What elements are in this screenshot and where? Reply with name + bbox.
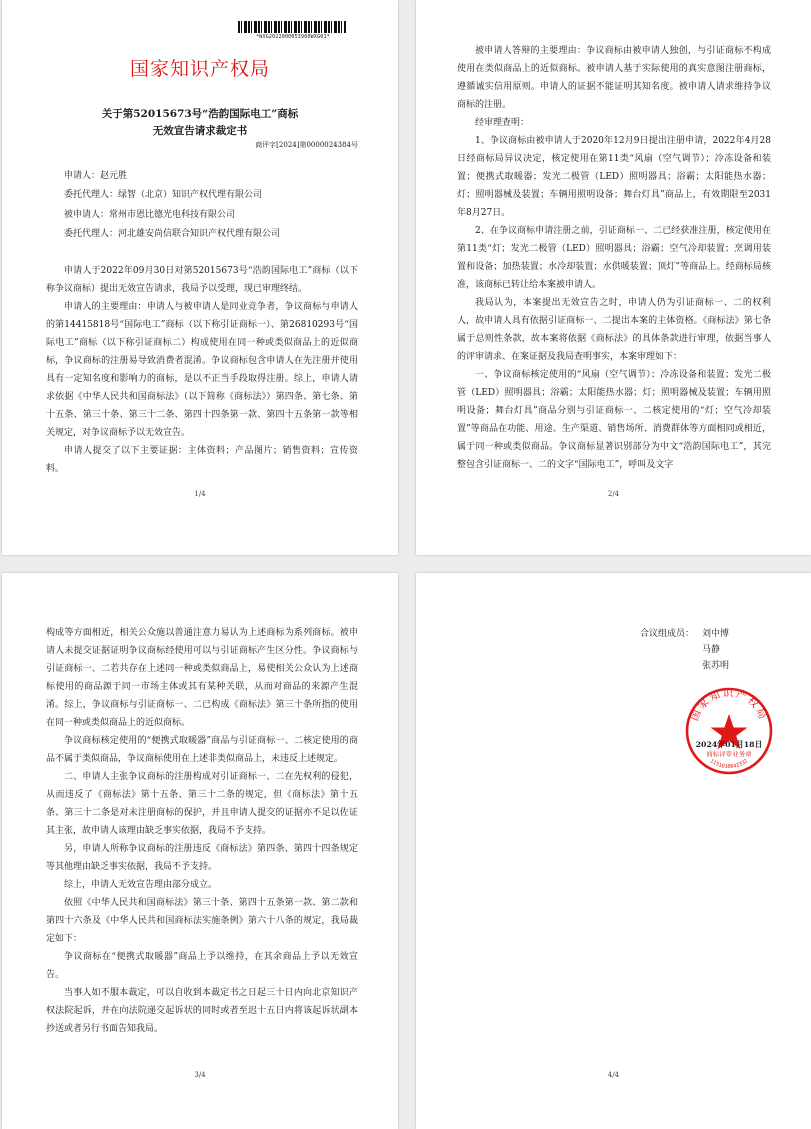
page-3-body	[46, 624, 358, 1038]
page-number: 4/4	[607, 1071, 620, 1079]
paragraph: 争议商标在“便携式取暖器”商品上予以维持，在其余商品上予以无效宣告。	[46, 952, 358, 980]
page-1-body	[46, 262, 358, 478]
party-respondent-agent: 委托代理人：河北雄安尚信联合知识产权代理有限公司	[64, 229, 281, 239]
document-number: 商评字[2024]第0000024384号	[255, 141, 358, 149]
panel-member: 刘中博	[702, 629, 730, 639]
svg-text:国家知识产权局: 国家知识产权局	[688, 687, 770, 723]
panel-member: 马静	[702, 645, 721, 655]
document-page-1	[2, 0, 398, 555]
panel-member: 张苏明	[702, 661, 730, 671]
paragraph: 2、在争议商标申请注册之前，引证商标一、二已经获准注册，核定使用在第11类“灯；发光二极管（LED）照明器具；浴霸；空气冷却装置；烹调用装置和设备；加热装置；水冷却装置；水供暖装置；顶灯”等商品上。经商标局核准，该商标已转让给本案被申请人。	[457, 226, 771, 290]
issuing-organization: 国家知识产权局	[129, 58, 270, 80]
barcode	[238, 21, 346, 33]
party-applicant: 申请人：赵元胜	[64, 171, 128, 181]
paragraph: 争议商标核定使用的“便携式取暖器”商品与引证商标一、二核定使用的商品不属于类似商品，争议商标使用在上述非类似商品上，未违反上述规定。	[46, 736, 358, 764]
barcode-text: *WXG2022000053960WXG01*	[256, 34, 330, 40]
paragraph: 另，申请人所称争议商标的注册违反《商标法》第四条、第四十四条规定等其他理由缺乏事实依据，我局不予支持。	[46, 844, 358, 872]
page-number: 2/4	[607, 490, 620, 498]
paragraph: 构成等方面相近，相关公众施以普通注意力易认为上述商标为系列商标。被申请人未提交证据证明争议商标经使用可以与引证商标产生区分性。争议商标与引证商标一、二若共存在上述同一种或类似商品上，易使相关公众认为上述商标使用的商品源于同一市场主体或其有某种关联，从而对商品的来源产生混淆。综上，争议商标与引证商标一、二已构成《商标法》第三十条所指的使用在同一种或类似商品上的近似商标。	[46, 628, 358, 728]
svg-text:商标评审业务章: 商标评审业务章	[706, 750, 752, 758]
svg-text:1151010042332: 1151010042332	[708, 758, 750, 771]
document-page-4	[416, 573, 811, 1129]
document-title-line-2: 无效宣告请求裁定书	[152, 125, 248, 137]
paragraph: 申请人提交了以下主要证据：主体资料；产品图片；销售资料；宣传资料。	[46, 446, 358, 474]
page-2-body	[457, 42, 771, 474]
document-page-2	[416, 0, 811, 555]
paragraph: 申请人于2022年09月30日对第52015673号“浩韵国际电工”商标（以下称争议商标）提出无效宣告请求，我局予以受理，现已审理终结。	[46, 266, 358, 294]
document-title-line-1: 关于第52015673号“浩韵国际电工”商标	[101, 108, 299, 120]
paragraph: 一、争议商标核定使用的“风扇（空气调节）；冷冻设备和装置；发光二极管（LED）照明器具；浴霸；太阳能热水器；灯；照明器械及装置；车辆用照明设备；舞台灯具”商品分别与引证商标一、二核定使用的“灯；空气冷却装置”等商品在功能、用途、生产渠道、销售场所、消费群体等方面相同或相近，属于同一种或类似商品。争议商标显著识别部分为中文“浩韵国际电工”，其完整包含引证商标一、二的文字“国际电工”，呼叫及文字	[457, 370, 771, 470]
official-seal	[684, 686, 774, 776]
paragraph: 1、争议商标由被申请人于2020年12月9日提出注册申请，2022年4月28日经商标局异议决定，核定使用在第11类“风扇（空气调节）；冷冻设备和装置；便携式取暖器；发光二极管（LED）照明器具；浴霸；太阳能热水器；灯；照明器械及装置；车辆用照明设备；舞台灯具”商品上，有效期限至2031年8月27日。	[457, 136, 771, 218]
paragraph: 我局认为，本案提出无效宣告之时，申请人仍为引证商标一、二的权利人，故申请人具有依据引证商标一、二提出本案的主体资格。《商标法》第七条属于总则性条款，故本案将依据《商标法》的具体条款进行审理，依据当事人的评审请求、在案证据及我局查明事实，本案审理如下：	[457, 298, 771, 362]
paragraph: 当事人如不服本裁定，可以自收到本裁定书之日起三十日内向北京知识产权法院起诉，并在向法院递交起诉状的同时或者至迟十五日内将该起诉状副本抄送或者另行书面告知我局。	[46, 988, 358, 1034]
paragraph: 被申请人答辩的主要理由：争议商标由被申请人独创，与引证商标不构成使用在类似商品上的近似商标。被申请人基于实际使用的真实意图注册商标，遵循诚实信用原则。申请人的证据不能证明其知名度。被申请人请求维持争议商标的注册。	[457, 46, 771, 110]
party-applicant-agent: 委托代理人：绿智（北京）知识产权代理有限公司	[64, 190, 263, 200]
paragraph: 经审理查明：	[475, 118, 530, 128]
party-respondent: 被申请人：常州市恩比德光电科技有限公司	[64, 210, 236, 220]
page-number: 3/4	[194, 1071, 206, 1079]
paragraph: 二、申请人主张争议商标的注册构成对引证商标一、二在先权利的侵犯，从而违反了《商标法》第十五条、第三十二条的规定，但《商标法》第十五条、第三十二条是对未注册商标的保护，并且申请人提交的证据亦不足以佐证其主张，故申请人该理由缺乏事实依据，我局不予支持。	[46, 772, 358, 836]
paragraph: 依照《中华人民共和国商标法》第三十条、第四十五条第一款、第二款和第四十六条及《中华人民共和国商标法实施条例》第六十八条的规定，我局裁定如下：	[46, 898, 358, 944]
document-page-3	[2, 573, 398, 1129]
svg-text:2024年01月18日: 2024年01月18日	[695, 740, 763, 749]
panel-label: 合议组成员：	[640, 629, 695, 639]
page-number: 1/4	[194, 490, 206, 498]
paragraph: 申请人的主要理由：申请人与被申请人是同业竞争者，争议商标与申请人的第14415818号“国际电工”商标（以下称引证商标一）、第26810293号“国际电工”商标（以下称引证商标二）构成使用在同一种或类似商品上的近似商标，争议商标的注册易导致消费者混淆。争议商标包含申请人在先注册并使用具有一定知名度和影响力的商标，是以不正当手段取得注册。综上，申请人请求依据《中华人民共和国商标法》（以下简称《商标法》）第四条、第七条、第十五条、第三十条、第三十二条、第四十四条第一款、第四十五条第一款等相关规定，对争议商标予以无效宣告。	[46, 302, 358, 438]
paragraph: 综上，申请人无效宣告理由部分成立。	[64, 880, 218, 890]
